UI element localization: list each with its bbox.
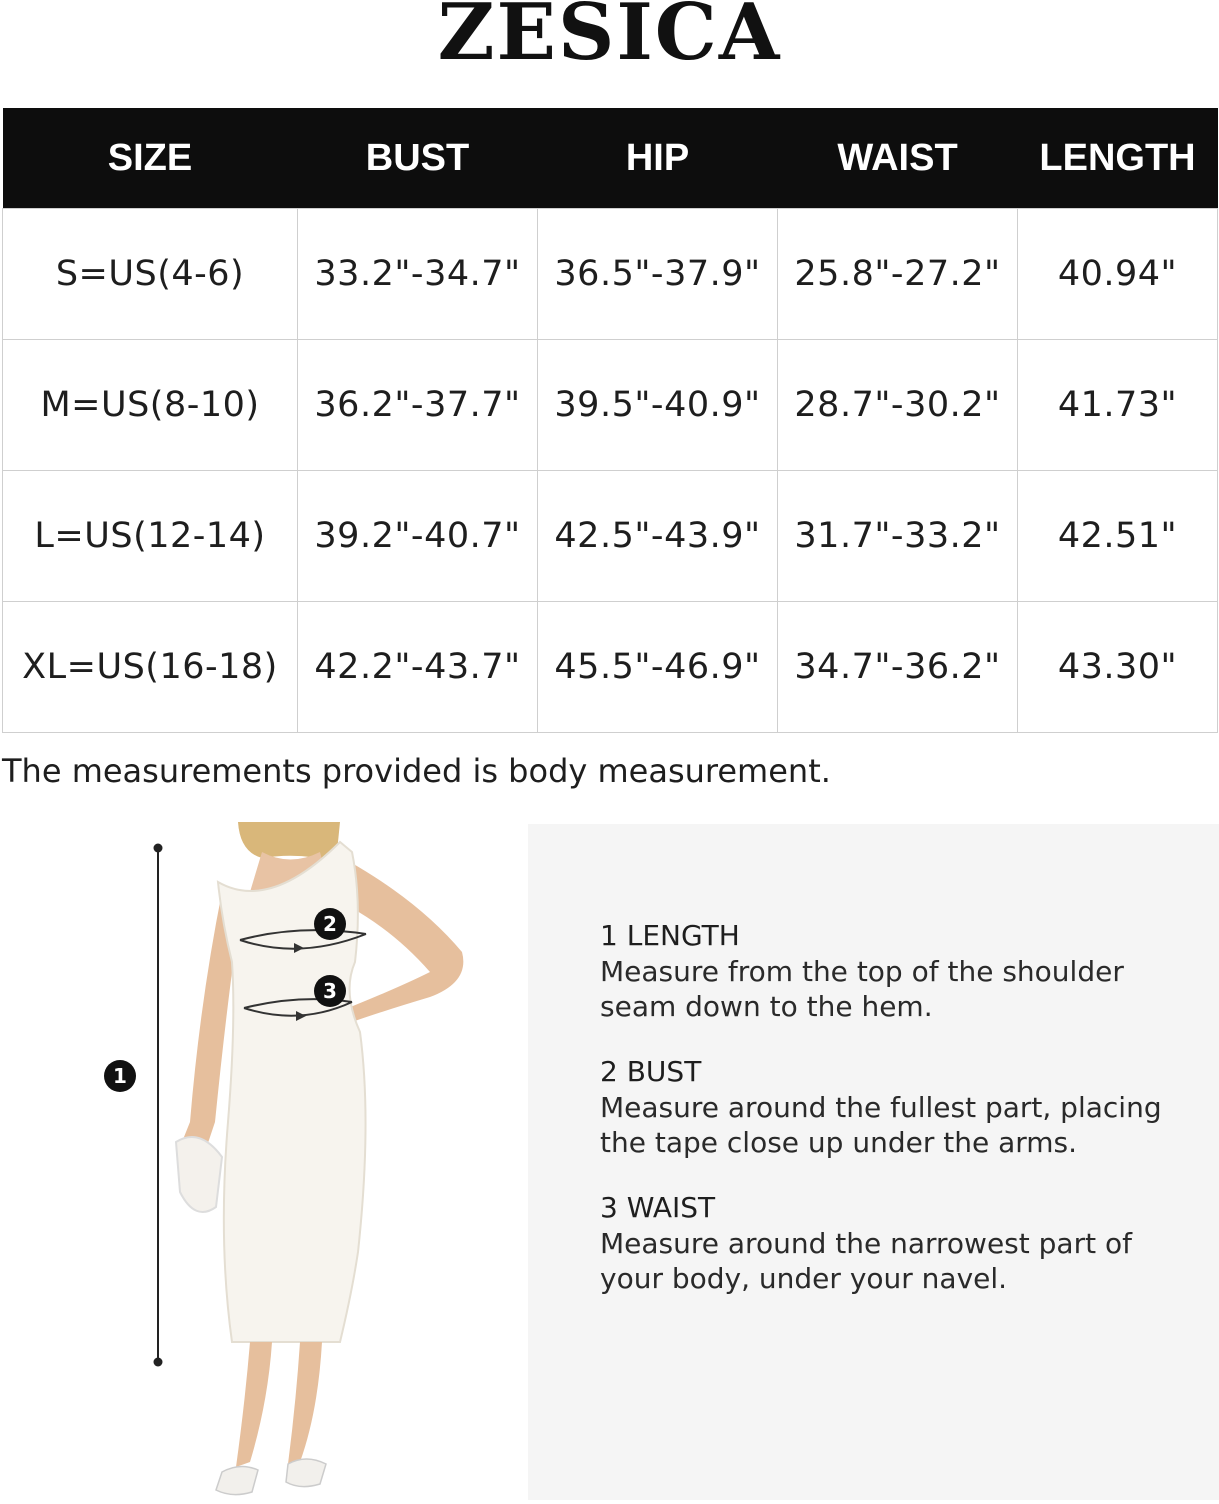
length-cell: 42.51" <box>1018 471 1218 602</box>
guide-endpoint-bottom <box>154 1358 163 1367</box>
marker-length: 1 <box>104 1060 136 1092</box>
bust-cell: 42.2"-43.7" <box>298 602 538 733</box>
length-cell: 41.73" <box>1018 340 1218 471</box>
column-header-size: SIZE <box>3 108 298 209</box>
bust-cell: 33.2"-34.7" <box>298 209 538 340</box>
length-cell: 40.94" <box>1018 209 1218 340</box>
guide-description: Measure around the narrowest part of your body, under your navel. <box>600 1227 1132 1295</box>
right-arm <box>348 862 463 1022</box>
guide-title: 2 BUST <box>600 1055 702 1088</box>
guide-waist <box>600 1190 1200 1296</box>
left-sandal <box>216 1466 258 1494</box>
column-header-hip: HIP <box>538 108 778 209</box>
marker-waist: 3 <box>314 975 346 1007</box>
measuring-guide-panel <box>528 824 1219 1500</box>
guide-bust <box>600 1054 1200 1160</box>
guide-description: Measure from the top of the shoulder seam down to the hem. <box>600 955 1124 1023</box>
measurement-note: The measurements provided is body measurement. <box>2 752 831 790</box>
size-cell: M=US(8-10) <box>3 340 298 471</box>
waist-cell: 28.7"-30.2" <box>778 340 1018 471</box>
right-leg <box>288 1342 322 1464</box>
table-row <box>3 471 1218 602</box>
column-header-length: LENGTH <box>1018 108 1218 209</box>
column-header-waist: WAIST <box>778 108 1018 209</box>
size-cell: XL=US(16-18) <box>3 602 298 733</box>
guide-title: 1 LENGTH <box>600 919 740 952</box>
bust-cell: 36.2"-37.7" <box>298 340 538 471</box>
length-cell: 43.30" <box>1018 602 1218 733</box>
guide-description: Measure around the fullest part, placing the tape close up under the arms. <box>600 1091 1162 1159</box>
waist-cell: 25.8"-27.2" <box>778 209 1018 340</box>
size-cell: S=US(4-6) <box>3 209 298 340</box>
column-header-bust: BUST <box>298 108 538 209</box>
marker-bust: 2 <box>314 908 346 940</box>
hip-cell: 36.5"-37.9" <box>538 209 778 340</box>
waist-cell: 31.7"-33.2" <box>778 471 1018 602</box>
guide-endpoint-top <box>154 844 163 853</box>
right-sandal <box>286 1459 326 1487</box>
hip-cell: 42.5"-43.9" <box>538 471 778 602</box>
clutch-bag <box>176 1137 222 1212</box>
guide-title: 3 WAIST <box>600 1191 716 1224</box>
model-figure <box>0 822 525 1500</box>
dress-illustration <box>0 822 525 1500</box>
size-cell: L=US(12-14) <box>3 471 298 602</box>
guide-length <box>600 918 1200 1024</box>
waist-cell: 34.7"-36.2" <box>778 602 1018 733</box>
left-leg <box>236 1342 272 1467</box>
table-header-row <box>3 108 1218 209</box>
brand-logo: ZESICA <box>437 0 782 78</box>
table-row <box>3 602 1218 733</box>
table-row <box>3 340 1218 471</box>
bust-cell: 39.2"-40.7" <box>298 471 538 602</box>
hip-cell: 39.5"-40.9" <box>538 340 778 471</box>
table-row <box>3 209 1218 340</box>
size-chart-table <box>2 108 1218 733</box>
hip-cell: 45.5"-46.9" <box>538 602 778 733</box>
